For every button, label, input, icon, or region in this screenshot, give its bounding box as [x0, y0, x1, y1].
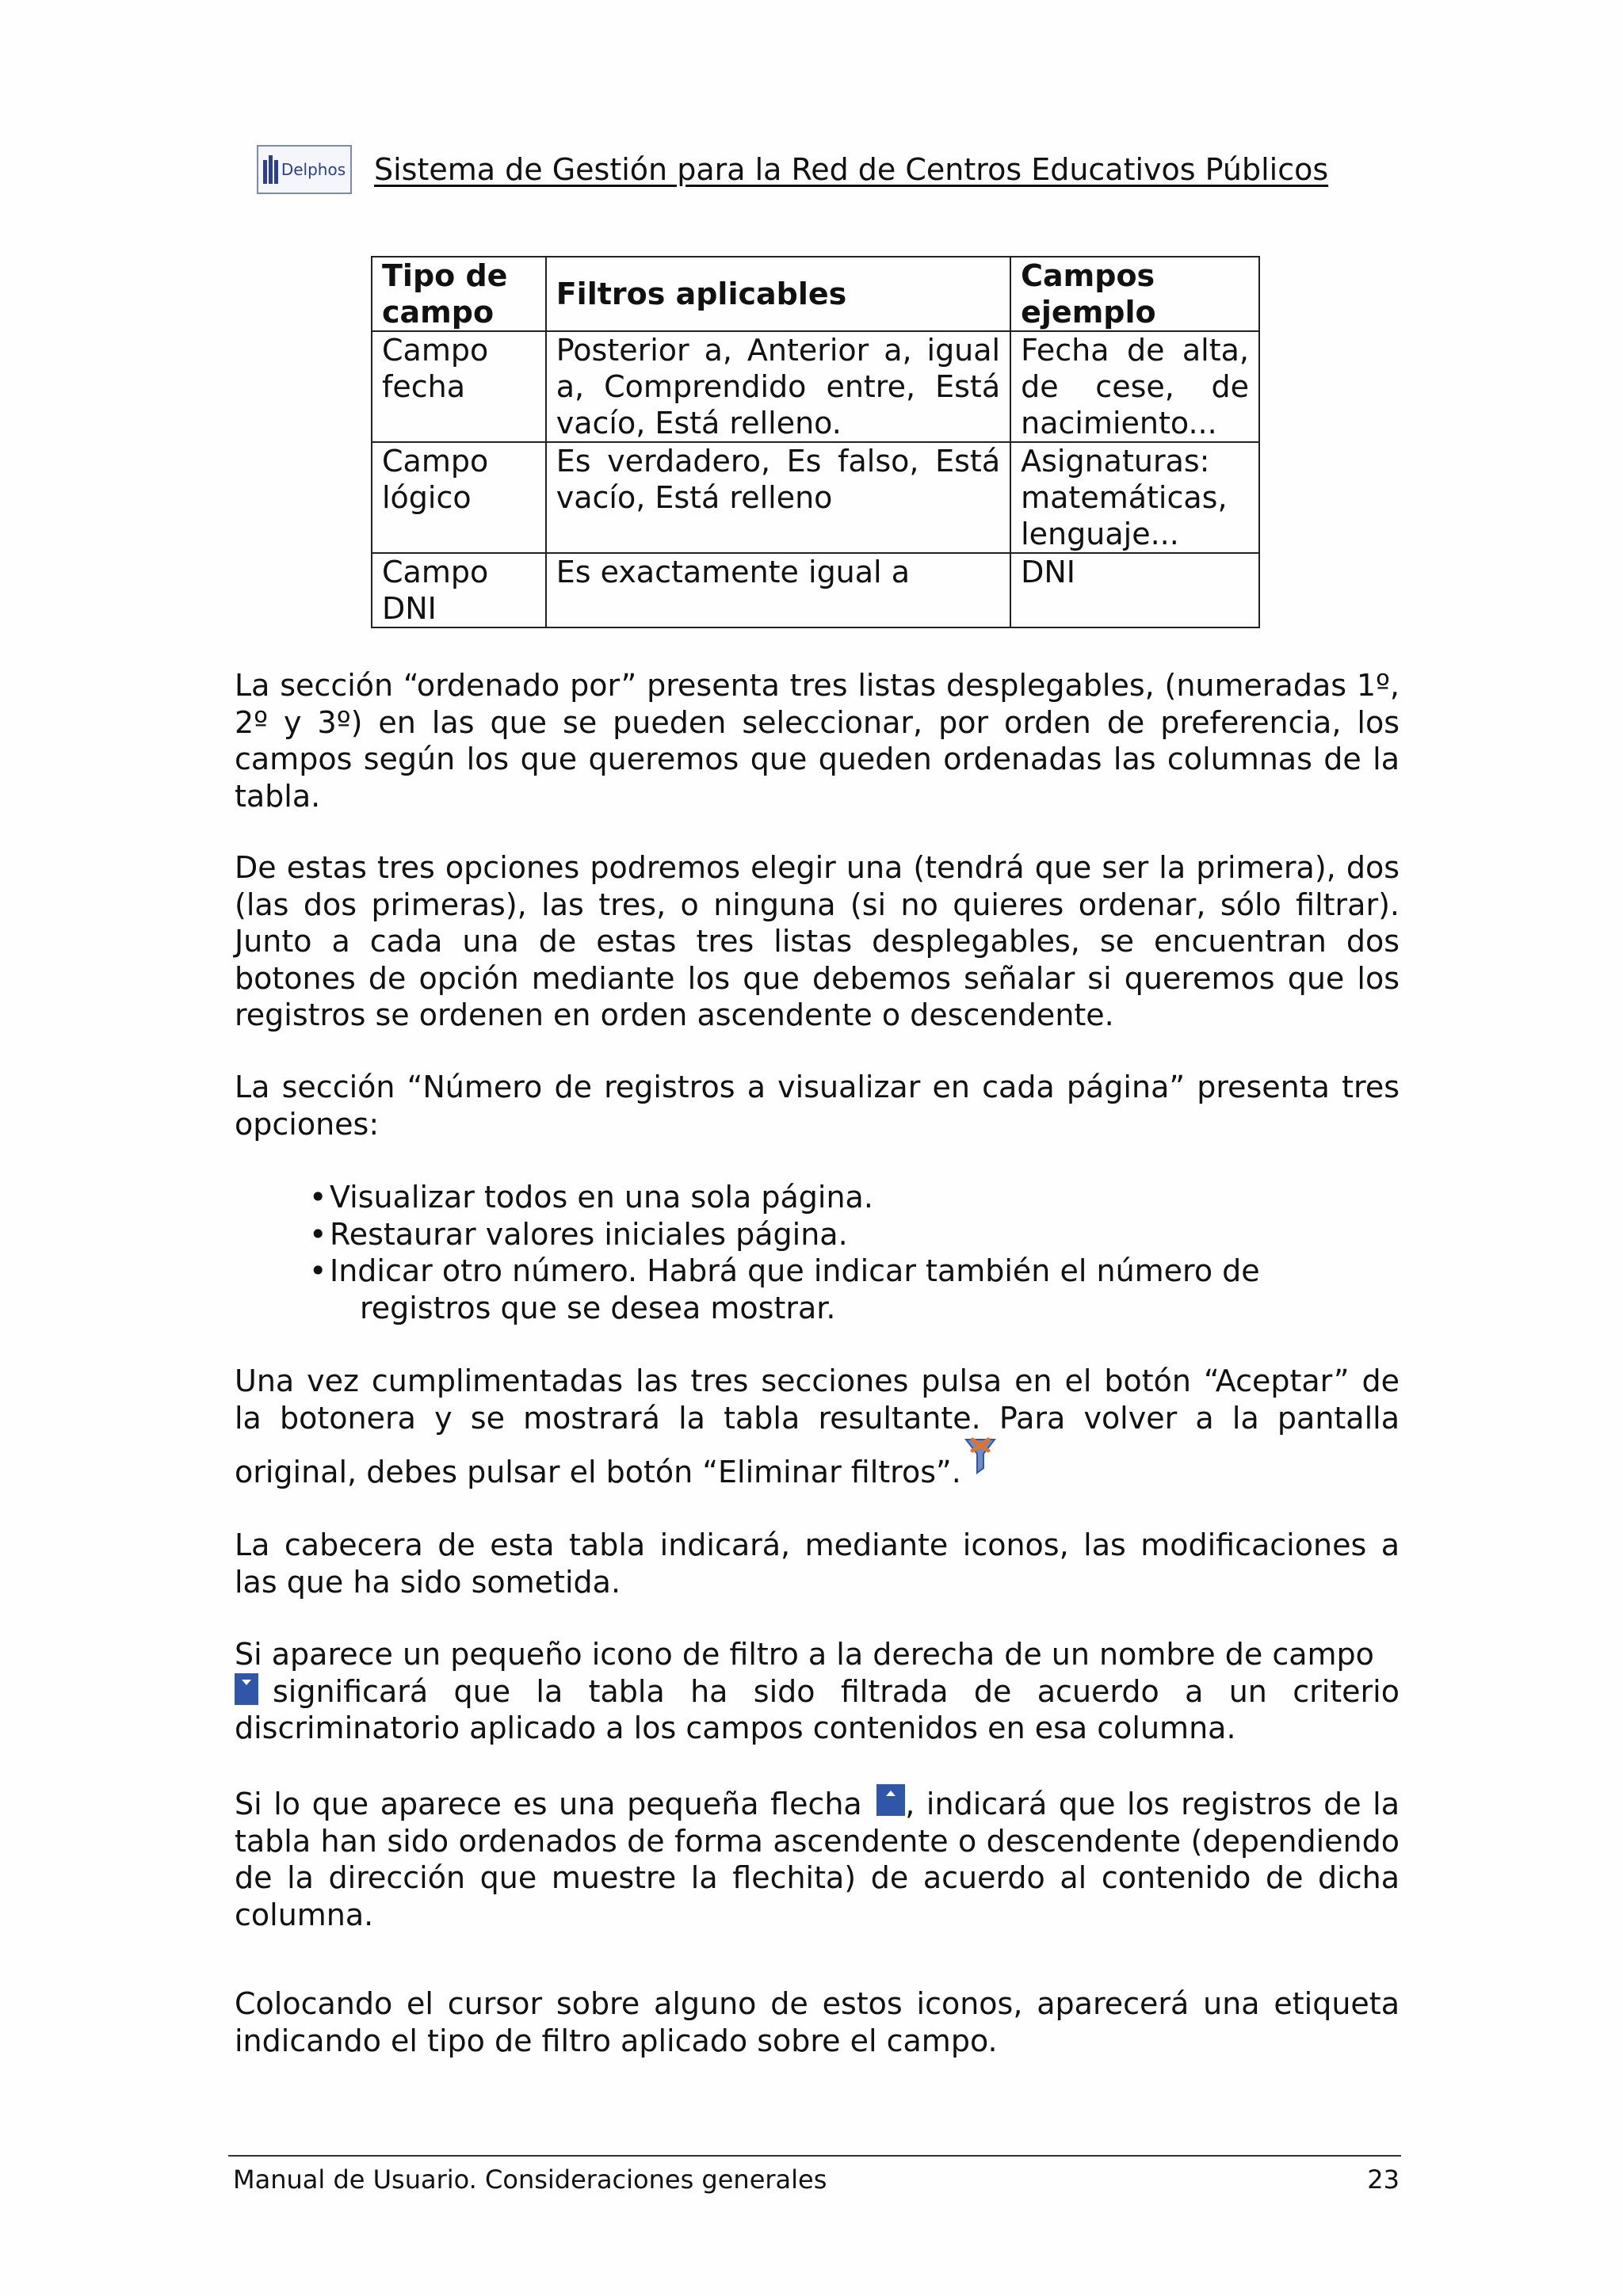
list-item-text: Indicar otro número. Habrá que indicar también el número de [330, 1253, 1260, 1288]
paragraph-text: La sección “ordenado por” presenta tres listas desplegables, (numeradas 1º, 2º y 3º) en las que se pueden seleccionar, por orden de preferencia, los campos según los que queremos que queden ordenadas las columnas de la tabla. [235, 668, 1400, 814]
footer-text: Manual de Usuario. Consideraciones generales [233, 2164, 827, 2195]
paragraph-opciones [235, 849, 1400, 1034]
paragraph-flecha [235, 1784, 1400, 1933]
table-header-cell: Tipo de campo [372, 257, 546, 331]
table-cell: Campo fecha [372, 331, 546, 442]
table-cell: Campo DNI [372, 553, 546, 627]
filter-icon [235, 1673, 258, 1705]
logo-pillars-icon [263, 155, 280, 184]
sort-arrow-icon [876, 1784, 905, 1816]
paragraph-text-span: Una vez cumplimentadas las tres secciones pulsa en el botón “Aceptar” de la botonera y se mostrará la tabla resultante. Para volver a la pantalla original, debes pulsar el botón “Eliminar filtros”. [235, 1363, 1400, 1489]
paragraph-cursor [235, 1985, 1400, 2059]
footer-divider [228, 2155, 1401, 2157]
delphos-logo [257, 145, 352, 194]
table-cell: DNI [1010, 553, 1259, 627]
paragraph-aceptar [235, 1363, 1400, 1491]
list-item-text-continued: registros que se desea mostrar. [360, 1290, 836, 1325]
paragraph-ordenado-por [235, 667, 1400, 814]
paragraph-text: Colocando el cursor sobre alguno de estos iconos, aparecerá una etiqueta indicando el tipo de filtro aplicado sobre el campo. [235, 1986, 1400, 2058]
table-cell: Es exactamente igual a [546, 553, 1010, 627]
paragraph-cabecera [235, 1527, 1400, 1600]
table-header-cell: Campos ejemplo [1010, 257, 1259, 331]
paragraph-text-span: Si aparece un pequeño icono de filtro a la derecha de un nombre de campo [235, 1637, 1374, 1672]
page-number: 23 [1367, 2164, 1400, 2195]
table-cell: Campo lógico [372, 442, 546, 553]
table-cell: Asignaturas: matemáticas, lenguaje... [1010, 442, 1259, 553]
paragraph-text: La sección “Número de registros a visualizar en cada página” presenta tres opciones: [235, 1070, 1400, 1142]
list-item [309, 1253, 1400, 1326]
page-header [257, 145, 1328, 194]
paragraph-text [235, 1636, 1400, 1747]
paragraph-text [235, 1363, 1400, 1491]
logo-text: Delphos [281, 160, 346, 179]
header-title: Sistema de Gestión para la Red de Centros Educativos Públicos [374, 152, 1329, 187]
paragraph-icono-filtro [235, 1636, 1400, 1747]
paragraph-text: De estas tres opciones podremos elegir una (tendrá que ser la primera), dos (las dos primeras), las tres, o ninguna (si no quieres ordenar, sólo filtrar). Junto a cada una de estas tres listas desplegables, se encuentran dos botones de opción mediante los que debemos señalar si queremos que los registros se ordenen en orden ascendente o descendente. [235, 850, 1400, 1032]
remove-filter-funnel-icon [964, 1436, 996, 1476]
table-header-row [372, 257, 1259, 331]
table-row [372, 442, 1259, 553]
list-item: • Restaurar valores iniciales página. [309, 1216, 1400, 1253]
paragraph-text-span: , indicará que los registros de la tabla han sido ordenados de forma ascendente o descendente (dependiendo de la dirección que muestre la flechita) de acuerdo al contenido de dicha columna. [235, 1787, 1400, 1932]
table-row [372, 553, 1259, 627]
table-cell: Posterior a, Anterior a, igual a, Comprendido entre, Está vacío, Está relleno. [546, 331, 1010, 442]
table-header-cell: Filtros aplicables [546, 257, 1010, 331]
table-cell: Fecha de alta, de cese, de nacimiento... [1010, 331, 1259, 442]
table-cell: Es verdadero, Es falso, Está vacío, Está relleno [546, 442, 1010, 553]
filters-table [371, 256, 1260, 628]
paragraph-text-span: significará que la tabla ha sido filtrada de acuerdo a un criterio discriminatorio aplicado a los campos contenidos en esa columna. [235, 1673, 1400, 1745]
list-item: • Visualizar todos en una sola página. [309, 1179, 1400, 1216]
paragraph-text [235, 1784, 1400, 1933]
paragraph-text-span: Si lo que aparece es una pequeña flecha [235, 1787, 862, 1821]
paragraph-text: La cabecera de esta tabla indicará, mediante iconos, las modificaciones a las que ha sido sometida. [235, 1527, 1400, 1600]
paragraph-numero-registros [235, 1069, 1400, 1142]
options-list [309, 1179, 1400, 1326]
table-row [372, 331, 1259, 442]
